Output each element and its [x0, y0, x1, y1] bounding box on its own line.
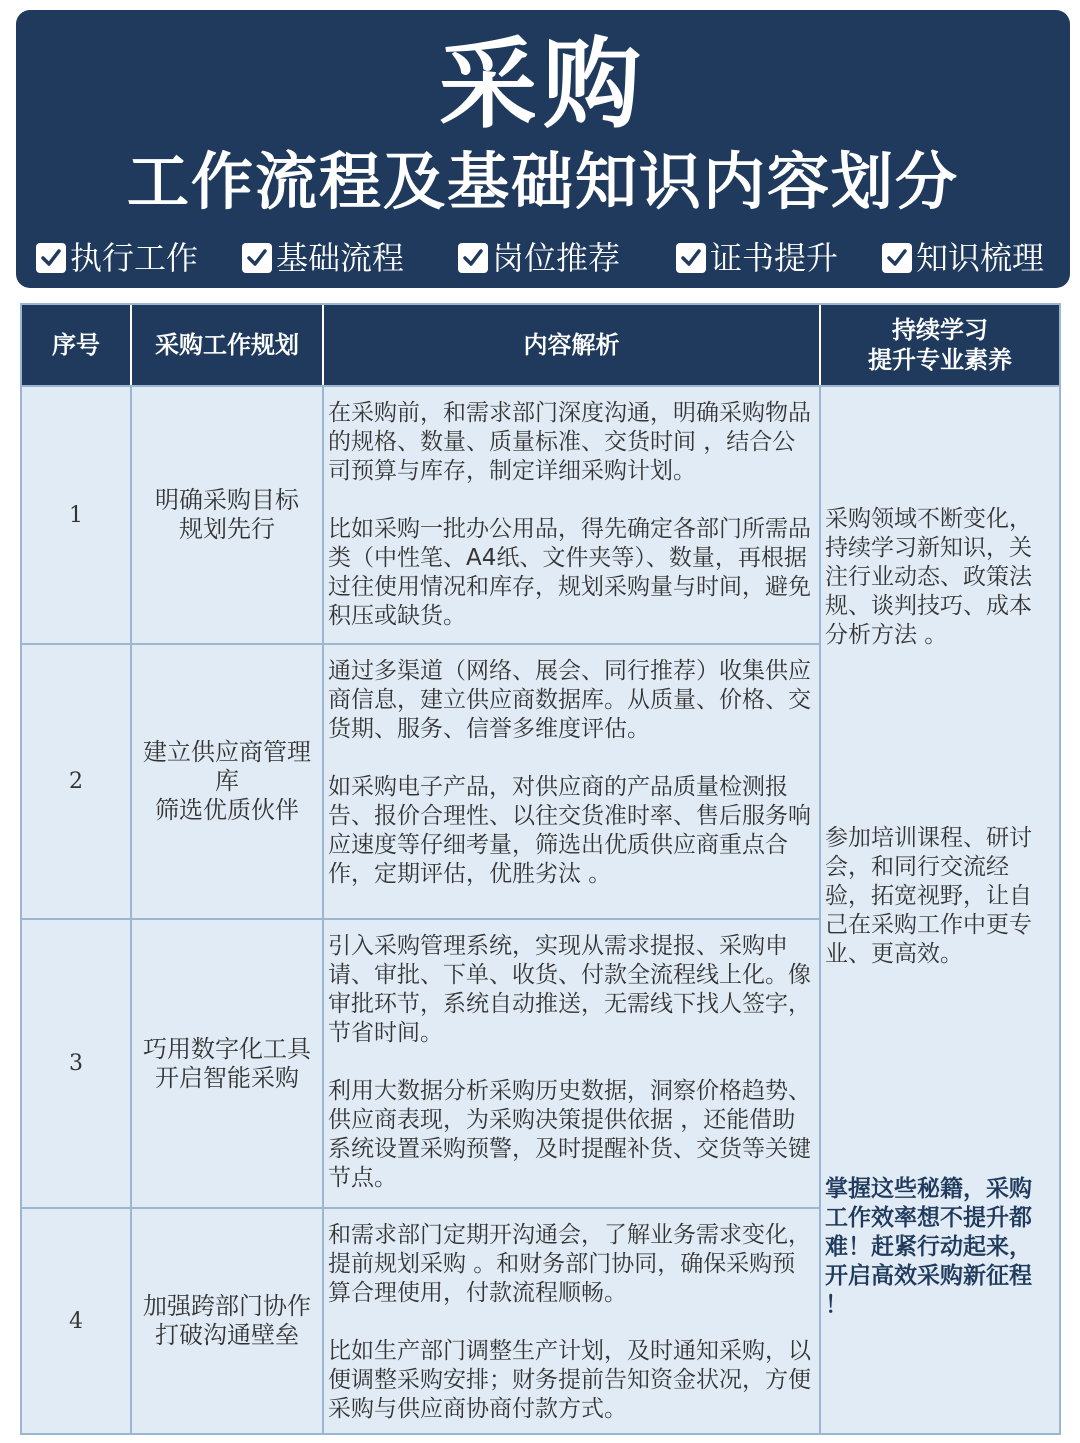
learning-column — [821, 385, 1059, 1433]
content-paragraph: 引入采购管理系统，实现从需求提报、采购申请、审批、下单、收货、付款全流程线上化。像审批环节，系统自动推送，无需线下找人签字，节省时间。 — [328, 933, 811, 1046]
tag-item — [458, 236, 620, 280]
header-cell-number: 序号 — [22, 305, 132, 385]
table-row — [22, 918, 821, 1207]
checkbox-checked-icon — [676, 243, 706, 273]
row-content — [324, 920, 821, 1207]
table-header — [22, 305, 1059, 385]
row-plan: 明确采购目标 规划先行 — [132, 387, 324, 643]
content-paragraph: 如采购电子产品，对供应商的产品质量检测报告、报价合理性、以往交货准时率、售后服务响应速度等仔细考量，筛选出优质供应商重点合作，定期评估，优胜劣汰 。 — [328, 774, 811, 887]
row-plan: 加强跨部门协作 打破沟通壁垒 — [132, 1209, 324, 1433]
content-paragraph: 比如采购一批办公用品，得先确定各部门所需品类（中性笔、A4纸、文件夹等）、数量，再根据过往使用情况和库存，规划采购量与时间，避免积压或缺货。 — [328, 516, 811, 629]
checkbox-checked-icon — [458, 243, 488, 273]
header-cell-plan: 采购工作规划 — [132, 305, 324, 385]
tag-label: 执行工作 — [70, 239, 199, 277]
row-content — [324, 645, 821, 918]
row-number: 4 — [22, 1209, 132, 1433]
learning-text: 参加培训课程、研讨会，和同行交流经验，拓宽视野，让自己在采购工作中更专业、更高效。 — [825, 825, 1032, 967]
page-title: 采购 — [438, 28, 647, 142]
header-cell-learning: 持续学习 提升专业素养 — [868, 316, 1012, 374]
content-paragraph: 和需求部门定期开沟通会，了解业务需求变化，提前规划采购 。和财务部门协同，确保采购预算合理使用，付款流程顺畅。 — [328, 1222, 811, 1306]
tag-label: 岗位推荐 — [492, 239, 621, 277]
tag-label: 证书提升 — [710, 239, 839, 277]
tag-label: 知识梳理 — [916, 239, 1045, 277]
tag-item — [36, 236, 198, 280]
procurement-table — [20, 303, 1061, 1435]
row-number: 2 — [22, 645, 132, 918]
header-banner — [16, 10, 1070, 288]
checkbox-checked-icon — [36, 243, 66, 273]
table-row — [22, 385, 821, 643]
learning-text: 采购领域不断变化，持续学习新知识，关注行业动态、政策法规、谈判技巧、成本分析方法 。 — [825, 506, 1032, 648]
table-row — [22, 643, 821, 918]
row-number: 1 — [22, 387, 132, 643]
page-subtitle: 工作流程及基础知识内容划分 — [126, 145, 959, 218]
content-paragraph: 比如生产部门调整生产计划，及时通知采购，以便调整采购安排；财务提前告知资金状况，方便采购与供应商协商付款方式。 — [328, 1338, 811, 1422]
tag-item — [242, 236, 404, 280]
row-plan: 建立供应商管理库 筛选优质伙伴 — [132, 645, 324, 918]
tag-item — [676, 236, 838, 280]
table-row — [22, 1207, 821, 1433]
tag-list — [16, 236, 1070, 280]
header-cell-content: 内容解析 — [324, 305, 821, 385]
content-paragraph: 利用大数据分析采购历史数据，洞察价格趋势、供应商表现，为采购决策提供依据 ，还能借助系统设置采购预警，及时提醒补货、交货等关键节点。 — [328, 1078, 811, 1191]
row-number: 3 — [22, 920, 132, 1207]
checkbox-checked-icon — [882, 243, 912, 273]
tag-label: 基础流程 — [276, 239, 405, 277]
learning-highlight: 掌握这些秘籍，采购工作效率想不提升都难！赶紧行动起来，开启高效采购新征程 ！ — [825, 1176, 1032, 1318]
row-plan: 巧用数字化工具 开启智能采购 — [132, 920, 324, 1207]
tag-item — [882, 236, 1044, 280]
row-content — [324, 1209, 821, 1433]
row-content — [324, 387, 821, 643]
checkbox-checked-icon — [242, 243, 272, 273]
content-paragraph: 通过多渠道（网络、展会、同行推荐）收集供应商信息，建立供应商数据库。从质量、价格、交货期、服务、信誉多维度评估。 — [328, 658, 811, 742]
content-paragraph: 在采购前，和需求部门深度沟通，明确采购物品的规格、数量、质量标准、交货时间 ，结合公司预算与库存，制定详细采购计划。 — [328, 400, 811, 484]
